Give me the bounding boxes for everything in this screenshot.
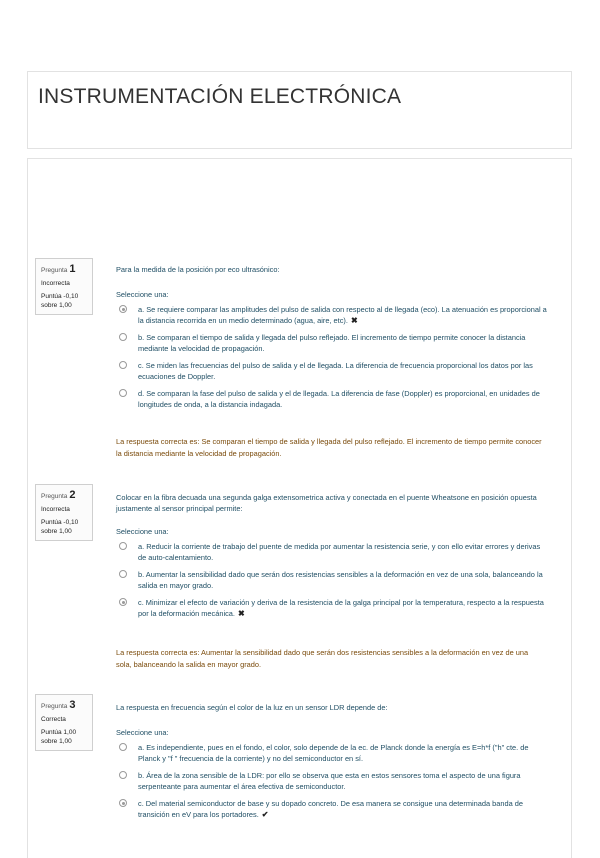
answer-text: a. Se requiere comparar las amplitudes del pulso de salida con respecto al de llegada (eco). La atenuación es proporcional a la distancia recorrida en un medio determinado (agua, aire, etc). bbox=[138, 305, 547, 325]
question-text: Colocar en la fibra decuada una segunda galga extensometrica activa y conectada en el puente Wheatsone en posición opuesta justamente al sensor principal permite: bbox=[116, 493, 537, 513]
question-number: 2 bbox=[69, 489, 76, 501]
answer-text: c. Del material semiconductor de base y su dopado concreto. De esa manera se consigue una determinada banda de transición en eV para los portadores. bbox=[138, 799, 523, 819]
answer-option[interactable] bbox=[116, 304, 548, 326]
answer-option[interactable] bbox=[116, 798, 548, 820]
answer-option[interactable] bbox=[116, 360, 548, 382]
answer-text: b. Aumentar la sensibilidad dado que serán dos resistencias sensibles a la deformación en vez de una sola, balanceando la salida en mayor grado. bbox=[138, 570, 543, 590]
radio-button-selected[interactable] bbox=[119, 799, 127, 807]
correct-answer-feedback: La respuesta correcta es: Se comparan el tiempo de salida y llegada del pulso reflejado. El incremento de tiempo permite conocer la distancia mediante la velocidad de propagación. bbox=[116, 437, 542, 458]
answer-text: d. Se comparan la fase del pulso de salida y el de llegada. La diferencia de fase (Doppler) es proporcional, en unidades de longitudes de onda, a la distancia indagada. bbox=[138, 389, 540, 409]
select-label: Seleccione una: bbox=[116, 527, 169, 536]
radio-button[interactable] bbox=[119, 333, 127, 341]
answer-option[interactable] bbox=[116, 597, 548, 619]
question-number: 1 bbox=[69, 263, 76, 275]
question-info-2 bbox=[35, 484, 93, 541]
correct-check-icon: ✔ bbox=[261, 810, 269, 819]
page-title: INSTRUMENTACIÓN ELECTRÓNICA bbox=[38, 85, 402, 108]
answer-text: c. Minimizar el efecto de variación y deriva de la resistencia de la galga principal por la temperatura, respecto a la respuesta por la deformación mecánica. bbox=[138, 598, 544, 618]
select-label: Seleccione una: bbox=[116, 290, 169, 299]
question-grade: Puntúa -0,10 sobre 1,00 bbox=[41, 293, 79, 309]
answer-option[interactable] bbox=[116, 742, 548, 764]
question-state: Correcta bbox=[41, 716, 66, 723]
question-state: Incorrecta bbox=[41, 280, 70, 287]
incorrect-icon: ✖ bbox=[237, 609, 245, 618]
question-content-2 bbox=[116, 492, 548, 625]
answer-text: b. Área de la zona sensible de la LDR: por ello se observa que esta en estos sensores toma el aspecto de una figura serpenteante para aumentar el área efectiva de semiconductor. bbox=[138, 771, 521, 791]
question-label: Pregunta bbox=[41, 493, 68, 500]
incorrect-icon: ✖ bbox=[350, 316, 358, 325]
question-label: Pregunta bbox=[41, 267, 68, 274]
answer-text: a. Reducir la corriente de trabajo del puente de medida por aumentar la resistencia serie, y con ello evitar errores y derivas de auto-calentamiento. bbox=[138, 542, 541, 562]
radio-button[interactable] bbox=[119, 771, 127, 779]
radio-button[interactable] bbox=[119, 389, 127, 397]
question-state: Incorrecta bbox=[41, 506, 70, 513]
question-number: 3 bbox=[69, 699, 76, 711]
answer-text: a. Es independiente, pues en el fondo, el color, solo depende de la ec. de Planck donde la energía es E=h*f ("h" cte. de Planck y "f " frecuencia de la corriente) y no del semiconductor en sí. bbox=[138, 743, 529, 763]
radio-button-selected[interactable] bbox=[119, 598, 127, 606]
answer-text: b. Se comparan el tiempo de salida y llegada del pulso reflejado. El incremento de tiempo permite conocer la distancia mediante la velocidad de propagación. bbox=[138, 333, 526, 353]
radio-button-selected[interactable] bbox=[119, 305, 127, 313]
radio-button[interactable] bbox=[119, 361, 127, 369]
question-grade: Puntúa 1,00 sobre 1,00 bbox=[41, 729, 77, 745]
answer-option[interactable] bbox=[116, 541, 548, 563]
radio-button[interactable] bbox=[119, 743, 127, 751]
question-text: Para la medida de la posición por eco ultrasónico: bbox=[116, 265, 280, 274]
radio-button[interactable] bbox=[119, 570, 127, 578]
question-grade: Puntúa -0,10 sobre 1,00 bbox=[41, 519, 79, 535]
radio-button[interactable] bbox=[119, 542, 127, 550]
question-content-3 bbox=[116, 702, 548, 826]
question-content-1 bbox=[116, 264, 548, 416]
answer-option[interactable] bbox=[116, 770, 548, 792]
select-label: Seleccione una: bbox=[116, 728, 169, 737]
answer-option[interactable] bbox=[116, 569, 548, 591]
course-header bbox=[27, 71, 572, 149]
answer-option[interactable] bbox=[116, 332, 548, 354]
question-info-1 bbox=[35, 258, 93, 315]
question-label: Pregunta bbox=[41, 703, 68, 710]
question-text: La respuesta en frecuencia según el color de la luz en un sensor LDR depende de: bbox=[116, 703, 388, 712]
answer-text: c. Se miden las frecuencias del pulso de salida y el de llegada. La diferencia de frecuencia proporcional los datos por las ecuaciones de Doppler. bbox=[138, 361, 533, 381]
correct-answer-feedback: La respuesta correcta es: Aumentar la sensibilidad dado que serán dos resistencias sensibles a la deformación en vez de una sola, balanceando la salida en mayor grado. bbox=[116, 648, 529, 669]
answer-option[interactable] bbox=[116, 388, 548, 410]
question-info-3 bbox=[35, 694, 93, 751]
